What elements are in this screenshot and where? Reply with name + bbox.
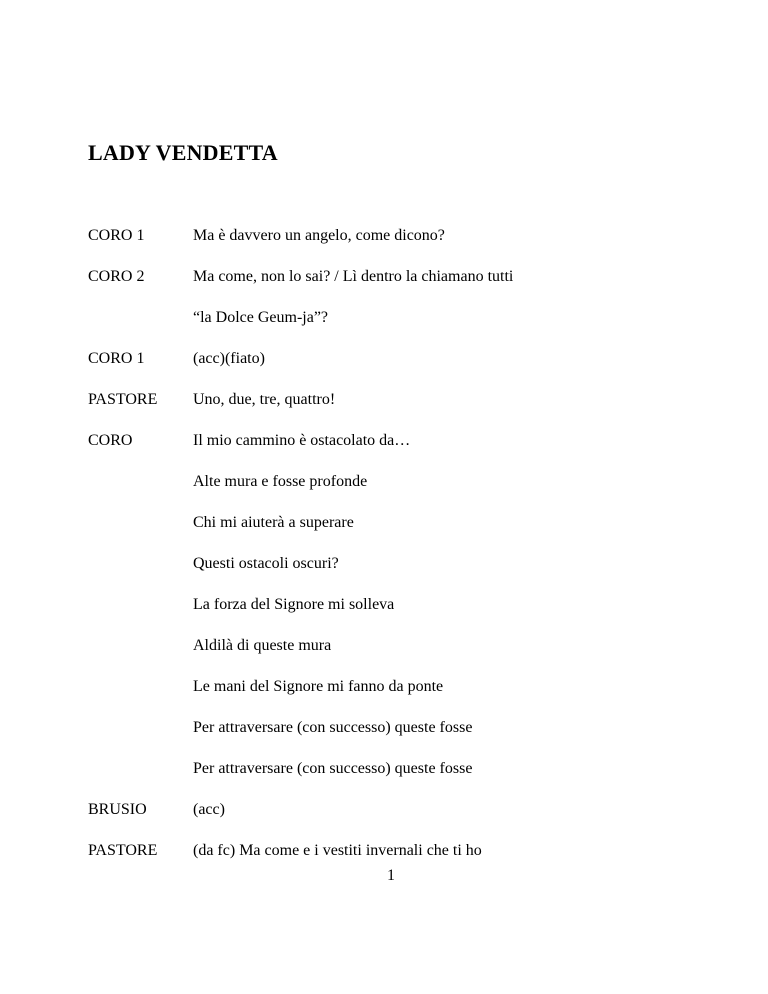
dialogue-text: Alte mura e fosse profonde [193,473,368,490]
script-title: LADY VENDETTA [88,140,278,165]
dialogue-text: Ma è davvero un angelo, come dicono? [193,227,445,244]
script-line [0,511,768,535]
dialogue-text: La forza del Signore mi solleva [193,596,395,613]
script-line [0,552,768,576]
page-number-value: 1 [387,867,395,884]
speaker-label: CORO 1 [88,227,145,244]
script-line [0,593,768,617]
speaker-label: CORO 2 [88,268,145,285]
speaker-label: PASTORE [88,391,158,408]
script-line [0,716,768,740]
script-line [0,388,768,412]
dialogue-text: Il mio cammino è ostacolato da… [193,432,411,449]
dialogue-text: “la Dolce Geum-ja”? [193,309,329,326]
dialogue-text: Chi mi aiuterà a superare [193,514,354,531]
page-number [0,866,768,886]
dialogue-text: Per attraversare (con successo) queste fosse [193,760,473,777]
dialogue-text: Aldilà di queste mura [193,637,332,654]
speaker-label: CORO 1 [88,350,145,367]
script-line [0,265,768,289]
script-line [0,347,768,371]
dialogue-text: Ma come, non lo sai? / Lì dentro la chiamano tutti [193,268,514,285]
speaker-label: CORO [88,432,133,449]
dialogue-text: Le mani del Signore mi fanno da ponte [193,678,444,695]
script-line [0,839,768,863]
script-line [0,757,768,781]
dialogue-text: (acc)(fiato) [193,350,265,367]
script-line [0,675,768,699]
script-line [0,634,768,658]
dialogue-text: (acc) [193,801,225,818]
script-line [0,470,768,494]
speaker-label: PASTORE [88,842,158,859]
speaker-label: BRUSIO [88,801,147,818]
dialogue-text: (da fc) Ma come e i vestiti invernali che ti ho [193,842,482,859]
script-line [0,798,768,822]
script-line [0,224,768,248]
dialogue-text: Uno, due, tre, quattro! [193,391,336,408]
script-line [0,429,768,453]
dialogue-text: Per attraversare (con successo) queste fosse [193,719,473,736]
dialogue-text: Questi ostacoli oscuri? [193,555,339,572]
script-line [0,306,768,330]
